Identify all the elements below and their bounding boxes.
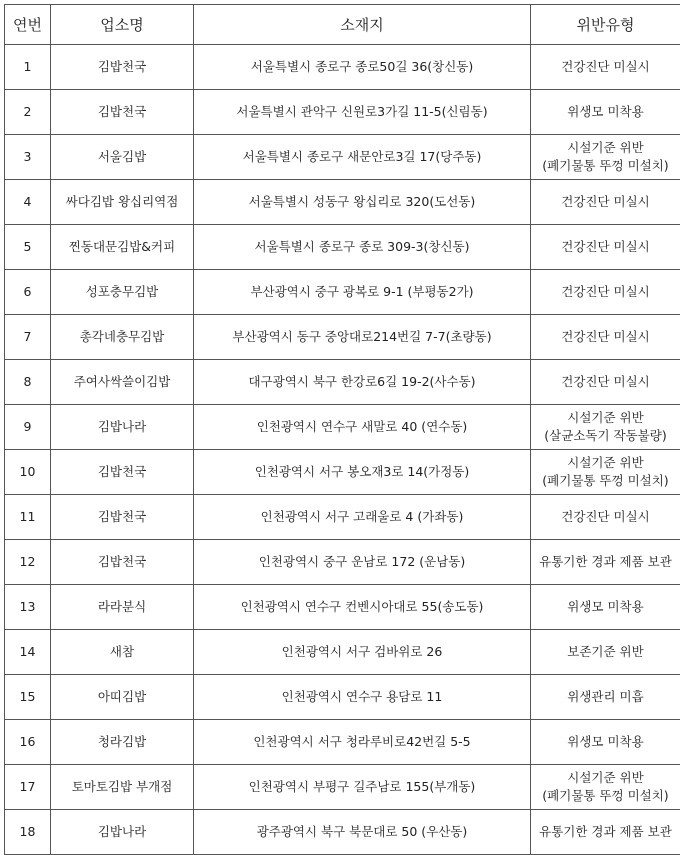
cell-number: 16 xyxy=(5,720,51,765)
cell-number: 1 xyxy=(5,45,51,90)
cell-business-name: 서울김밥 xyxy=(51,135,194,180)
cell-business-name: 찐동대문김밥&커피 xyxy=(51,225,194,270)
cell-address: 인천광역시 서구 검바위로 26 xyxy=(194,630,531,675)
header-violation-type: 위반유형 xyxy=(531,5,680,45)
violation-line: 시설기준 위반 xyxy=(531,769,680,787)
cell-number: 15 xyxy=(5,675,51,720)
cell-violation-type xyxy=(531,720,680,765)
violation-line: 위생모 미착용 xyxy=(531,598,680,616)
header-number: 연번 xyxy=(5,5,51,45)
table-row xyxy=(5,315,680,360)
table-row xyxy=(5,270,680,315)
cell-address: 서울특별시 종로구 새문안로3길 17(당주동) xyxy=(194,135,531,180)
cell-business-name: 총각네충무김밥 xyxy=(51,315,194,360)
cell-address: 부산광역시 중구 광복로 9-1 (부평동2가) xyxy=(194,270,531,315)
cell-address: 서울특별시 종로구 종로50길 36(창신동) xyxy=(194,45,531,90)
violation-line: 위생모 미착용 xyxy=(531,733,680,751)
cell-business-name: 라라분식 xyxy=(51,585,194,630)
cell-business-name: 김밥천국 xyxy=(51,450,194,495)
table-row xyxy=(5,135,680,180)
cell-business-name: 청라김밥 xyxy=(51,720,194,765)
cell-business-name: 김밥천국 xyxy=(51,45,194,90)
violation-line: 건강진단 미실시 xyxy=(531,508,680,526)
table-row xyxy=(5,540,680,585)
violation-line: 시설기준 위반 xyxy=(531,139,680,157)
cell-address: 인천광역시 서구 고래울로 4 (가좌동) xyxy=(194,495,531,540)
table-row xyxy=(5,810,680,855)
cell-violation-type xyxy=(531,180,680,225)
cell-number: 12 xyxy=(5,540,51,585)
cell-business-name: 싸다김밥 왕십리역점 xyxy=(51,180,194,225)
violation-line: (살균소독기 작동불량) xyxy=(531,427,680,445)
violation-line: 유통기한 경과 제품 보관 xyxy=(531,553,680,571)
table-row xyxy=(5,90,680,135)
table-row xyxy=(5,360,680,405)
cell-address: 인천광역시 서구 봉오재3로 14(가정동) xyxy=(194,450,531,495)
violation-line: 유통기한 경과 제품 보관 xyxy=(531,823,680,841)
violation-line: (폐기물통 뚜껑 미설치) xyxy=(531,787,680,805)
cell-address: 인천광역시 연수구 새말로 40 (연수동) xyxy=(194,405,531,450)
cell-number: 6 xyxy=(5,270,51,315)
cell-violation-type xyxy=(531,450,680,495)
cell-violation-type xyxy=(531,495,680,540)
table-row xyxy=(5,720,680,765)
cell-address: 서울특별시 관악구 신원로3가길 11-5(신림동) xyxy=(194,90,531,135)
violation-line: 시설기준 위반 xyxy=(531,409,680,427)
cell-violation-type xyxy=(531,270,680,315)
cell-violation-type xyxy=(531,585,680,630)
cell-violation-type xyxy=(531,405,680,450)
cell-business-name: 김밥천국 xyxy=(51,90,194,135)
table-row xyxy=(5,405,680,450)
cell-number: 17 xyxy=(5,765,51,810)
cell-address: 광주광역시 북구 북문대로 50 (우산동) xyxy=(194,810,531,855)
header-business-name: 업소명 xyxy=(51,5,194,45)
table-row xyxy=(5,585,680,630)
cell-violation-type xyxy=(531,360,680,405)
violation-line: 위생모 미착용 xyxy=(531,103,680,121)
cell-address: 부산광역시 동구 중앙대로214번길 7-7(초량동) xyxy=(194,315,531,360)
cell-violation-type xyxy=(531,540,680,585)
cell-business-name: 주여사싹쓸이김밥 xyxy=(51,360,194,405)
cell-business-name: 아띠김밥 xyxy=(51,675,194,720)
table-row xyxy=(5,495,680,540)
header-address: 소재지 xyxy=(194,5,531,45)
cell-address: 서울특별시 성동구 왕십리로 320(도선동) xyxy=(194,180,531,225)
cell-business-name: 김밥나라 xyxy=(51,405,194,450)
cell-number: 11 xyxy=(5,495,51,540)
cell-violation-type xyxy=(531,810,680,855)
cell-violation-type xyxy=(531,765,680,810)
cell-business-name: 새참 xyxy=(51,630,194,675)
violation-line: 시설기준 위반 xyxy=(531,454,680,472)
table-row xyxy=(5,180,680,225)
violation-line: 위생관리 미흡 xyxy=(531,688,680,706)
cell-violation-type xyxy=(531,225,680,270)
table-row xyxy=(5,675,680,720)
cell-violation-type xyxy=(531,45,680,90)
cell-number: 8 xyxy=(5,360,51,405)
cell-number: 4 xyxy=(5,180,51,225)
cell-number: 13 xyxy=(5,585,51,630)
violation-line: 건강진단 미실시 xyxy=(531,58,680,76)
cell-business-name: 김밥천국 xyxy=(51,540,194,585)
cell-business-name: 김밥천국 xyxy=(51,495,194,540)
violation-line: 보존기준 위반 xyxy=(531,643,680,661)
cell-business-name: 토마토김밥 부개점 xyxy=(51,765,194,810)
cell-business-name: 성포충무김밥 xyxy=(51,270,194,315)
violation-line: 건강진단 미실시 xyxy=(531,373,680,391)
cell-address: 인천광역시 부평구 길주남로 155(부개동) xyxy=(194,765,531,810)
cell-number: 5 xyxy=(5,225,51,270)
cell-address: 인천광역시 연수구 용담로 11 xyxy=(194,675,531,720)
cell-violation-type xyxy=(531,675,680,720)
violation-line: 건강진단 미실시 xyxy=(531,193,680,211)
cell-address: 인천광역시 연수구 컨벤시아대로 55(송도동) xyxy=(194,585,531,630)
cell-address: 인천광역시 중구 운남로 172 (운남동) xyxy=(194,540,531,585)
cell-violation-type xyxy=(531,90,680,135)
table-header-row xyxy=(5,5,680,45)
cell-number: 3 xyxy=(5,135,51,180)
cell-number: 7 xyxy=(5,315,51,360)
violation-line: (폐기물통 뚜껑 미설치) xyxy=(531,472,680,490)
cell-violation-type xyxy=(531,135,680,180)
cell-address: 서울특별시 종로구 종로 309-3(창신동) xyxy=(194,225,531,270)
violation-table xyxy=(4,4,680,855)
cell-address: 인천광역시 서구 청라루비로42번길 5-5 xyxy=(194,720,531,765)
cell-number: 9 xyxy=(5,405,51,450)
violation-line: 건강진단 미실시 xyxy=(531,283,680,301)
violation-line: 건강진단 미실시 xyxy=(531,238,680,256)
violation-line: 건강진단 미실시 xyxy=(531,328,680,346)
table-row xyxy=(5,225,680,270)
cell-number: 14 xyxy=(5,630,51,675)
cell-number: 10 xyxy=(5,450,51,495)
table-row xyxy=(5,450,680,495)
cell-number: 2 xyxy=(5,90,51,135)
cell-violation-type xyxy=(531,630,680,675)
table-row xyxy=(5,630,680,675)
table-row xyxy=(5,45,680,90)
cell-number: 18 xyxy=(5,810,51,855)
violation-line: (폐기물통 뚜껑 미설치) xyxy=(531,157,680,175)
cell-violation-type xyxy=(531,315,680,360)
cell-address: 대구광역시 북구 한강로6길 19-2(사수동) xyxy=(194,360,531,405)
table-row xyxy=(5,765,680,810)
table-body xyxy=(5,45,680,855)
cell-business-name: 김밥나라 xyxy=(51,810,194,855)
